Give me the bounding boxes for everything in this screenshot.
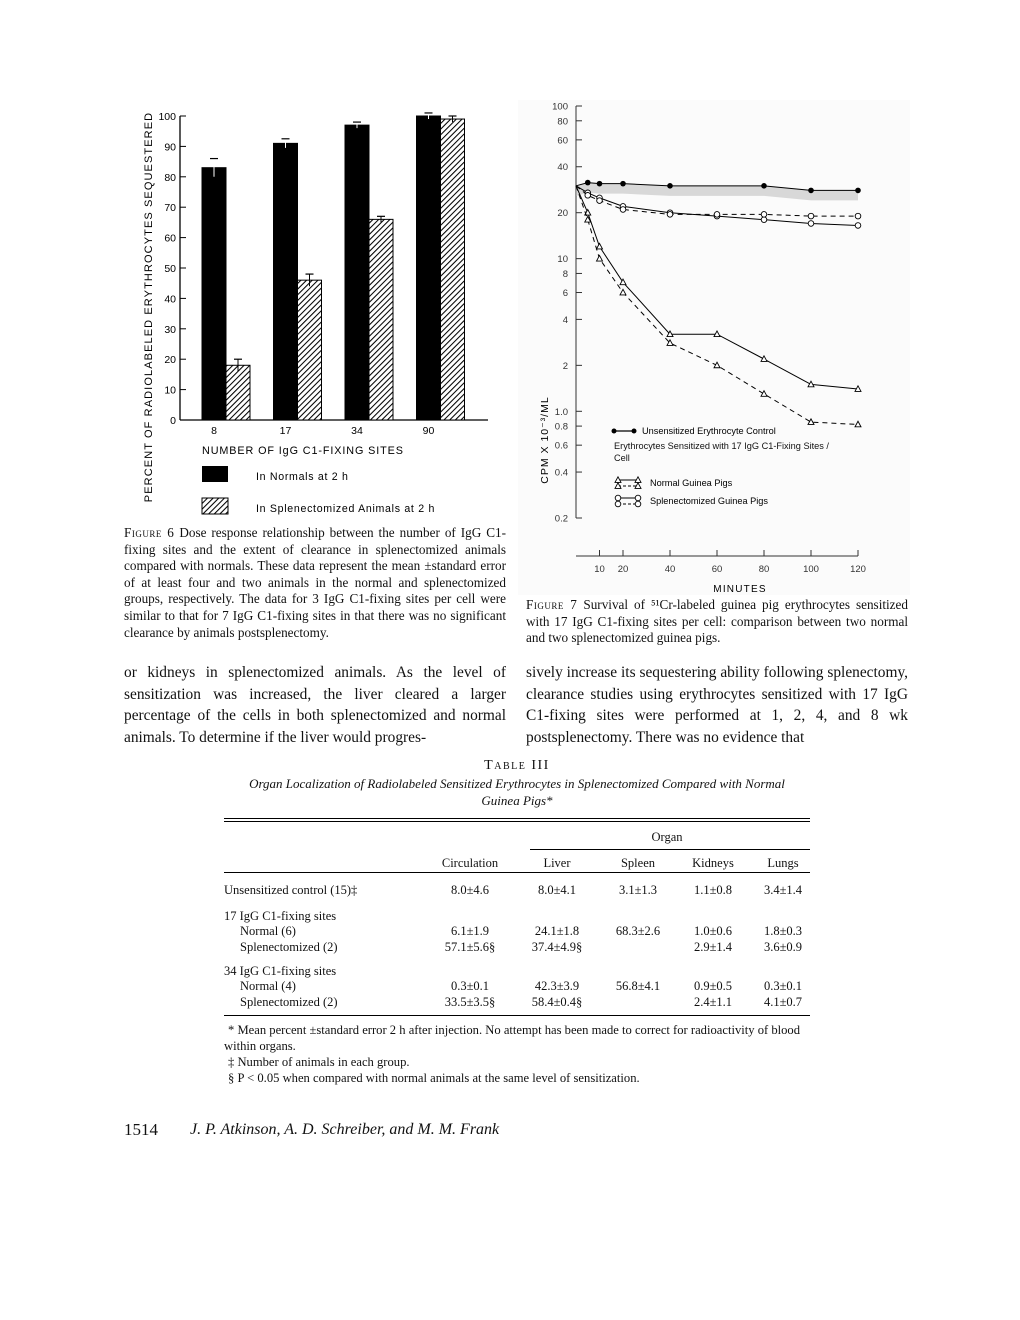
legend-marker <box>615 501 621 507</box>
table-3-title: Table III <box>484 758 550 773</box>
running-authors: J. P. Atkinson, A. D. Schreiber, and M. M. Frank <box>190 1121 500 1138</box>
table-group-row <box>224 909 810 925</box>
table-3-footnotes <box>224 1022 810 1086</box>
x-tick-label: 8 <box>211 425 217 437</box>
table-cell: 0.9±0.5 <box>693 979 733 994</box>
data-point <box>808 188 814 194</box>
figure-6-chart <box>128 96 500 516</box>
row-label: Normal (6) <box>240 924 296 939</box>
legend-label-normal-guinea-pigs: Normal Guinea Pigs <box>650 478 733 488</box>
legend-label-unsensitized: Unsensitized Erythrocyte Control <box>642 426 776 436</box>
row-label: Splenectomized (2) <box>240 940 338 955</box>
data-point <box>761 212 767 218</box>
body-text-right: sively increase its sequestering ability following splenectomy, clearance studies using erythrocytes sensitized with 17 IgG C1-fixing sites were performed at 1, 2, 4, and 8 wk postsplenectomy. There was no evidence that <box>526 664 908 746</box>
table-cell: 3.1±1.3 <box>618 883 658 898</box>
footnote: § P < 0.05 when compared with normal animals at the same level of sensitization. <box>228 1071 640 1086</box>
x-tick-label: 80 <box>758 564 770 575</box>
table-cell: 1.8±0.3 <box>763 924 803 939</box>
y-tick-label: 40 <box>557 162 568 174</box>
x-tick-label: 17 <box>279 425 292 437</box>
column-header-circulation: Circulation <box>441 856 499 870</box>
table-cell: 1.1±0.8 <box>693 883 733 898</box>
group-label: 34 IgG C1-fixing sites <box>224 963 337 978</box>
x-tick-label: 34 <box>351 425 363 437</box>
legend-label-splenectomized-guinea-pigs: Splenectomized Guinea Pigs <box>650 496 768 506</box>
figure-6-caption-text: Dose response relationship between the number of IgG C1-fixing sites and the extent of clearance in splenectomized animals compared with normals. These data represent the mean ±standard error of at least four and two animals in the normal and splenectomized groups, respectively. The data for 3 IgG C1-fixing sites per cell were similar to that for 7 IgG C1-fixing sites in that there was no significant clearance by animals postsplenectomy. <box>124 525 506 640</box>
y-tick-label: 40 <box>164 293 176 306</box>
data-point <box>808 221 814 227</box>
y-tick-label: 2 <box>562 360 568 372</box>
y-tick-label: 8 <box>562 268 568 280</box>
x-tick-label: 90 <box>422 425 435 437</box>
table-cell: 42.3±3.9 <box>534 979 580 994</box>
group-label: 17 IgG C1-fixing sites <box>224 908 337 923</box>
y-tick-label: 10 <box>557 254 568 266</box>
figure-7-caption-label: Figure 7 <box>526 597 578 612</box>
data-point <box>585 180 591 186</box>
data-point <box>597 181 603 187</box>
table-row <box>224 940 810 956</box>
x-tick-label: 100 <box>803 564 819 575</box>
bar-normal <box>417 116 441 420</box>
table-cell: 8.0±4.1 <box>537 883 577 898</box>
y-tick-label: 0.8 <box>554 421 568 433</box>
y-tick-label: 100 <box>552 101 568 113</box>
table-cell: 0.3±0.1 <box>450 979 490 994</box>
legend-label-normals: In Normals at 2 h <box>256 471 349 483</box>
table-3-subtitle: Organ Localization of Radiolabeled Sensitized Erythrocytes in Splenectomized Compared with Normal Guinea Pigs* <box>249 776 785 808</box>
table-cell: 8.0±4.6 <box>450 883 490 898</box>
table-3 <box>224 818 810 1086</box>
data-point <box>855 213 861 219</box>
table-row <box>224 979 810 995</box>
table-row <box>224 995 810 1011</box>
bar-splenectomized <box>298 280 322 420</box>
y-tick-label: 0.4 <box>554 467 568 479</box>
row-label: Normal (4) <box>240 979 296 994</box>
y-tick-label: 80 <box>557 116 568 128</box>
y-tick-label: 0.2 <box>554 513 568 525</box>
data-point <box>714 212 720 218</box>
table-cell <box>608 940 668 956</box>
legend-marker <box>635 501 641 507</box>
column-header-spleen: Spleen <box>620 856 656 870</box>
x-tick-label: 120 <box>850 564 866 575</box>
legend-marker <box>635 495 641 501</box>
data-point <box>761 217 767 223</box>
x-tick-label: 60 <box>711 564 723 575</box>
row-label: Splenectomized (2) <box>240 994 338 1009</box>
y-tick-label: 30 <box>164 323 176 336</box>
page-number: 1514 <box>124 1120 158 1139</box>
data-point <box>761 183 767 189</box>
table-row <box>224 924 810 940</box>
table-3-heading <box>224 758 810 809</box>
table-cell: 33.5±3.5§ <box>444 994 496 1009</box>
footnote: ‡ Number of animals in each group. <box>228 1055 410 1070</box>
figure-7-y-axis-label: CPM X 10⁻³/ML <box>539 396 551 484</box>
data-point <box>585 193 591 199</box>
y-tick-label: 4 <box>562 314 568 326</box>
y-tick-label: 60 <box>557 135 568 147</box>
table-cell: 2.4±1.1 <box>693 994 733 1009</box>
data-point <box>808 213 814 219</box>
table-cell: 4.1±0.7 <box>763 994 803 1009</box>
legend-group-label: Erythrocytes Sensitized with 17 IgG C1-Fixing Sites / Cell <box>614 441 829 463</box>
footnote: * Mean percent ±standard error 2 h after injection. No attempt has been made to correct for radioactivity of blood within organs. <box>224 1023 801 1054</box>
table-cell: 58.4±0.4§ <box>531 994 583 1009</box>
table-cell <box>608 995 668 1011</box>
table-cell: 1.0±0.6 <box>693 924 733 939</box>
organ-header: Organ <box>651 830 683 844</box>
data-point <box>855 188 861 194</box>
table-cell: 3.6±0.9 <box>763 940 803 955</box>
column-header-liver: Liver <box>543 856 571 870</box>
data-point <box>597 198 603 204</box>
x-tick-label: 40 <box>664 564 676 575</box>
y-tick-label: 20 <box>164 354 176 367</box>
y-tick-label: 50 <box>164 263 176 275</box>
y-tick-label: 100 <box>158 111 176 123</box>
legend-swatch-splenectomized <box>202 498 228 514</box>
legend-label-splenectomized: In Splenectomized Animals at 2 h <box>256 503 436 515</box>
y-tick-label: 80 <box>164 171 176 184</box>
y-tick-label: 0 <box>170 415 176 427</box>
figure-6-caption-label: Figure 6 <box>124 525 175 540</box>
data-point <box>620 207 626 213</box>
legend-swatch-normals <box>202 466 228 482</box>
figure-7-chart <box>518 100 910 595</box>
data-point <box>855 223 861 229</box>
table-group-row <box>224 963 810 979</box>
bar-splenectomized <box>369 219 393 420</box>
bar-splenectomized <box>226 365 250 420</box>
bar-splenectomized <box>441 119 465 420</box>
table-cell: 2.9±1.4 <box>693 940 733 955</box>
table-cell: 6.1±1.9 <box>450 924 490 939</box>
figure-6-caption <box>124 525 506 641</box>
table-cell: 57.1±5.6§ <box>444 940 496 955</box>
legend-marker <box>615 495 621 501</box>
table-cell: 56.8±4.1 <box>615 979 661 994</box>
table-cell: 24.1±1.8 <box>534 924 580 939</box>
y-tick-label: 90 <box>164 141 176 154</box>
y-tick-label: 20 <box>557 208 568 220</box>
table-cell: 68.3±2.6 <box>615 924 661 939</box>
data-point <box>620 181 626 187</box>
data-point <box>667 212 673 218</box>
y-tick-label: 70 <box>164 202 176 215</box>
y-tick-label: 6 <box>562 288 568 300</box>
table-3-body <box>224 883 810 1010</box>
table-cell: 0.3±0.1 <box>763 979 803 994</box>
figure-7-caption-text: Survival of ⁵¹Cr-labeled guinea pig erythrocytes sensitized with 17 IgG C1-fixing sites per cell: comparison between two normal and two splenectomized guinea pigs. <box>526 597 908 646</box>
figure-6-x-axis-label: NUMBER OF IgG C1-FIXING SITES <box>202 445 404 457</box>
bar-normal <box>345 125 369 420</box>
figure-7-caption <box>526 597 908 647</box>
x-tick-label: 20 <box>617 564 629 575</box>
row-label: Unsensitized control (15)‡ <box>224 883 358 898</box>
table-row <box>224 883 810 899</box>
body-text-left: or kidneys in splenectomized animals. As the level of sensitization was increased, the liver cleared a larger percentage of the cells in both splenectomized and normal animals. To determine if the liver would progres- <box>124 664 506 746</box>
y-tick-label: 1.0 <box>554 406 568 418</box>
y-tick-label: 60 <box>164 232 176 245</box>
y-tick-label: 10 <box>164 384 176 397</box>
x-tick-label: 10 <box>594 564 605 575</box>
column-header-kidneys: Kidneys <box>692 856 734 870</box>
figure-7-x-axis-label: MINUTES <box>713 584 767 595</box>
bar-normal <box>274 143 298 420</box>
table-cell: 3.4±1.4 <box>763 883 803 898</box>
column-header-lungs: Lungs <box>767 856 799 870</box>
bar-normal <box>202 168 226 420</box>
y-tick-label: 0.6 <box>554 440 568 452</box>
data-point <box>667 183 673 189</box>
table-cell: 37.4±4.9§ <box>531 940 583 955</box>
figure-6-y-axis-label: PERCENT OF RADIOLABELED ERYTHROCYTES SEQUESTERED <box>143 111 155 503</box>
